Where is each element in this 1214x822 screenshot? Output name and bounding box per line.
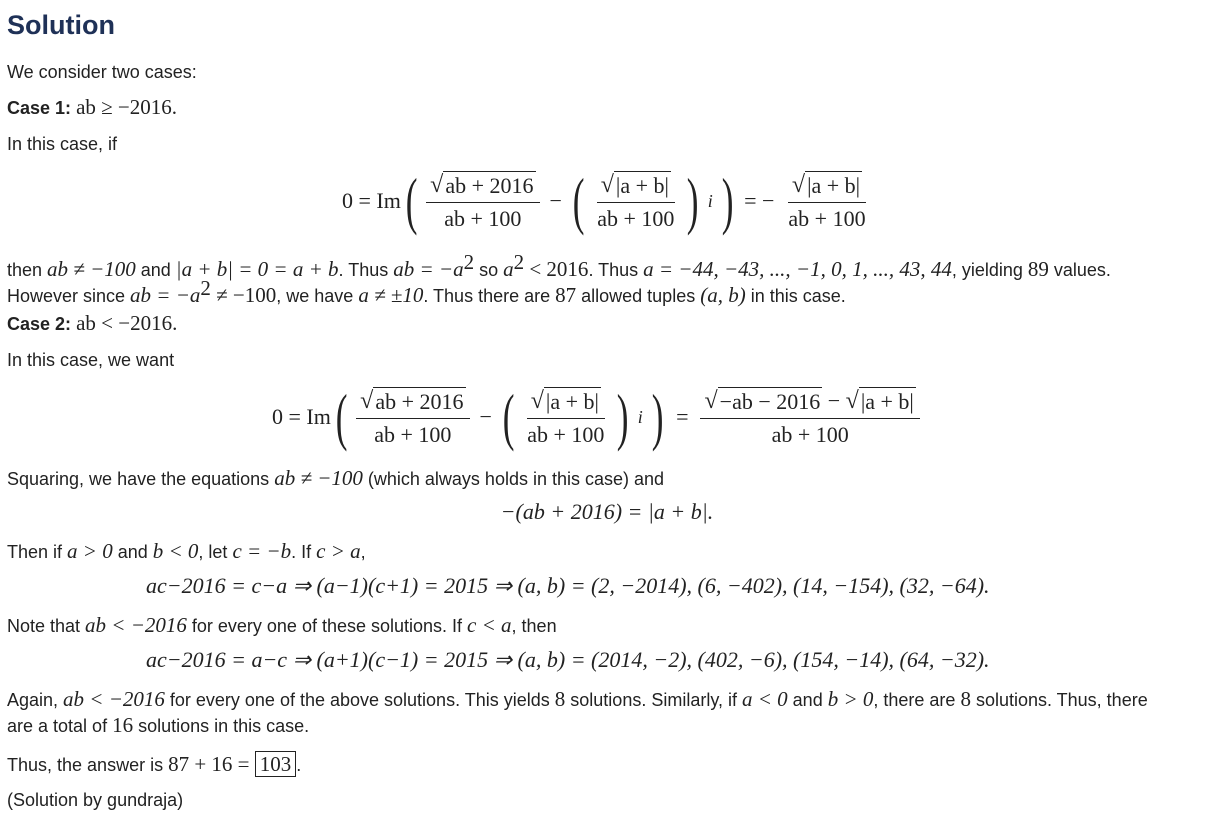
equation-solutions-2: ac−2016 = a−c ⇒ (a+1)(c−1) = 2015 ⇒ (a, b) = (2014, −2), (402, −6), (154, −14), (64, −32). [146, 647, 990, 672]
credit-text: (Solution by gundraja) [7, 790, 184, 810]
paren-open: ( [335, 381, 348, 452]
sqrt-icon: √ [530, 387, 544, 414]
case1-lead: In this case, if [7, 134, 118, 154]
equals-sign: = − [744, 188, 775, 213]
denominator: ab + 100 [444, 205, 522, 231]
case1-heading [7, 94, 177, 121]
equals-sign: = [676, 404, 689, 429]
case2-label: Case 2: [7, 314, 72, 334]
eq-lhs: 0 = Im [272, 404, 331, 429]
case2-equation [272, 381, 924, 453]
numerator: |a + b| [860, 388, 914, 414]
case1-condition: ab ≥ −2016. [76, 95, 178, 119]
answer-text: Thus, the answer is 87 + 16 = 103 . [7, 752, 302, 776]
paren-open: ( [502, 381, 515, 452]
denominator: ab + 100 [788, 205, 866, 231]
minus-sign: − [549, 188, 562, 213]
fraction [700, 387, 919, 448]
numerator: |a + b| [615, 172, 669, 198]
paren-close: ) [617, 381, 629, 452]
sqrt-icon: √ [845, 387, 859, 414]
denominator: ab + 100 [771, 421, 849, 447]
fraction [784, 171, 869, 232]
paren-close: ) [721, 165, 734, 236]
fraction [426, 171, 539, 232]
denominator: ab + 100 [527, 421, 605, 447]
note-text: Note that ab < −2016 for every one of these solutions. If c < a, then [7, 613, 557, 637]
case1-line1: then ab ≠ −100 and |a + b| = 0 = a + b. Thus ab = $-a^2$ so $a^2 < 2016$. Thus a = −44, −43, ..., −1, 0, 1, ..., 43, 44, yielding 89 values. [7, 250, 1111, 281]
fraction [523, 387, 608, 448]
numerator: ab + 2016 [445, 172, 534, 198]
paren-close: ) [651, 381, 664, 452]
numerator: −ab − 2016 [719, 388, 821, 414]
sqrt-icon: √ [600, 171, 614, 198]
numerator: ab + 2016 [375, 388, 464, 414]
eq-lhs: 0 = Im [342, 188, 401, 213]
sqrt-icon: √ [430, 171, 444, 198]
case2-condition: ab < −2016. [76, 311, 178, 335]
denominator: ab + 100 [374, 421, 452, 447]
sqrt-icon: √ [704, 387, 718, 414]
minus-sign: − [479, 404, 492, 429]
fraction [593, 171, 678, 232]
sqrt-icon: √ [360, 387, 374, 414]
paren-open: ( [572, 165, 585, 236]
imaginary-unit: i [637, 406, 643, 427]
case1-line2: However since ab = $-a^2 \ne -100$, we have a ≠ ±10. Thus there are 87 allowed tuples (a, b) in this case. [7, 276, 846, 307]
intro-text: We consider two cases: [7, 62, 197, 82]
squaring-text: Squaring, we have the equations ab ≠ −100 (which always holds in this case) and [7, 466, 665, 490]
imaginary-unit: i [707, 190, 713, 211]
then-text: Then if a > 0 and b < 0, let c = −b. If c > a, [7, 539, 366, 563]
paren-close: ) [687, 165, 699, 236]
again-text-line2: are a total of 16 solutions in this case. [7, 713, 310, 737]
case2-heading [7, 310, 177, 337]
again-text-line1: Again, ab < −2016 for every one of the above solutions. This yields 8 solutions. Similarly, if a < 0 and b > 0, there are 8 solutions. Thus, there [7, 687, 1148, 711]
answer-box: 103 [255, 751, 297, 777]
minus-sign: − [822, 387, 846, 413]
case1-equation [342, 165, 874, 237]
case2-lead: In this case, we want [7, 350, 175, 370]
fraction [356, 387, 469, 448]
sqrt-icon: √ [791, 171, 806, 198]
paren-open: ( [405, 165, 418, 236]
numerator: |a + b| [545, 388, 599, 414]
equation-solutions-1: ac−2016 = c−a ⇒ (a−1)(c+1) = 2015 ⇒ (a, b) = (2, −2014), (6, −402), (14, −154), (32, −64). [146, 573, 990, 598]
case1-label: Case 1: [7, 98, 72, 118]
equation-abs: −(ab + 2016) = |a + b|. [500, 499, 714, 524]
solution-heading: Solution [7, 10, 115, 40]
denominator: ab + 100 [597, 205, 675, 231]
numerator: |a + b| [807, 172, 861, 198]
